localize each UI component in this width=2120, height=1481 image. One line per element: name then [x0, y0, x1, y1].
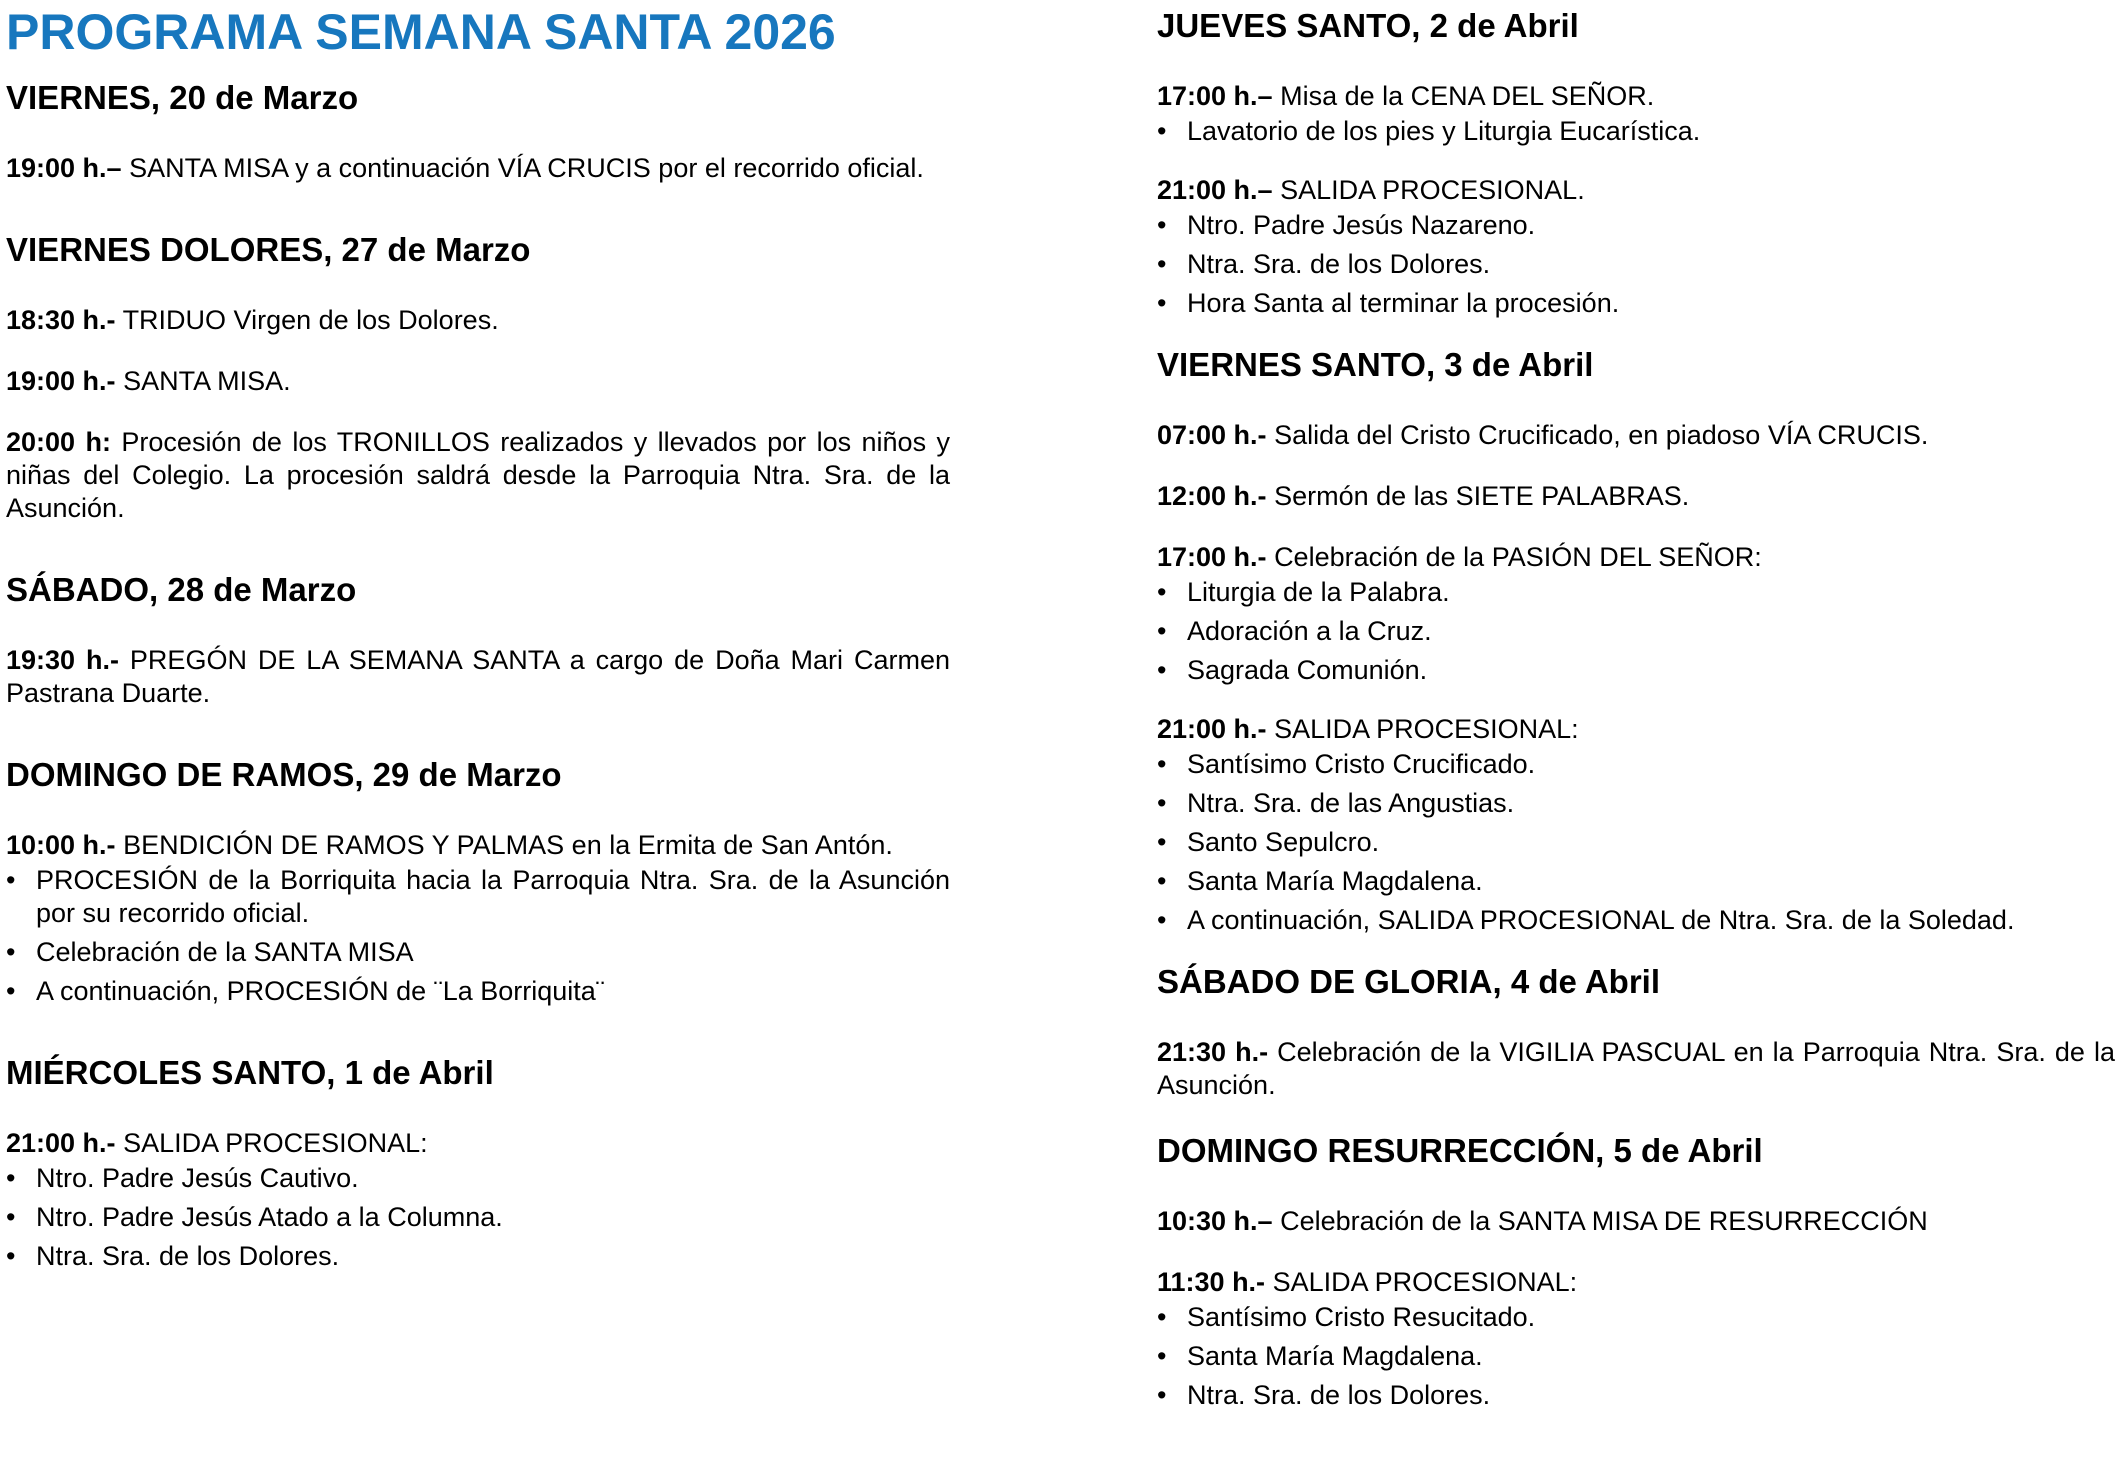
bullet-icon: •: [6, 865, 16, 895]
bullet-item: [1157, 787, 2115, 820]
schedule-entry: [6, 829, 950, 862]
schedule-entry: [6, 152, 950, 185]
bullet-icon: •: [6, 1202, 16, 1232]
entry-time: 21:00 h.-: [6, 1128, 116, 1158]
bullet-item: [1157, 615, 2115, 648]
entry-text: Salida del Cristo Crucificado, en piadoso VÍA CRUCIS.: [1274, 420, 1929, 450]
bullet-item: [1157, 748, 2115, 781]
schedule-entry: [1157, 174, 2115, 207]
entry-text: PREGÓN DE LA SEMANA SANTA a cargo de Doña Mari Carmen Pastrana Duarte.: [6, 645, 951, 708]
schedule-entry: [6, 644, 950, 710]
bullet-icon: •: [1157, 1380, 1167, 1410]
bullet-text: Ntra. Sra. de los Dolores.: [36, 1241, 340, 1271]
bullet-text: Sagrada Comunión.: [1187, 655, 1428, 685]
entry-text: SALIDA PROCESIONAL:: [1272, 1267, 1578, 1297]
bullet-text: Ntro. Padre Jesús Cautivo.: [36, 1163, 359, 1193]
bullet-item: [1157, 1340, 2115, 1373]
entry-text: Procesión de los TRONILLOS realizados y llevados por los niños y niñas del Colegio. La procesión saldrá desde la Parroquia Ntra. Sra. de la Asunción.: [6, 427, 950, 523]
entry-time: 20:00 h:: [6, 427, 111, 457]
schedule-section: [6, 229, 950, 525]
entry-text: SALIDA PROCESIONAL:: [1274, 714, 1579, 744]
schedule-entry: [1157, 1036, 2115, 1102]
entry-time: 17:00 h.-: [1157, 542, 1267, 572]
bullet-item: [1157, 287, 2115, 320]
bullet-icon: •: [6, 976, 16, 1006]
schedule-entry: [6, 304, 950, 337]
schedule-section: [6, 77, 950, 185]
entry-time: 19:00 h.–: [6, 153, 122, 183]
bullet-item: [1157, 248, 2115, 281]
schedule-entry: [1157, 80, 2115, 113]
schedule-section: [6, 754, 950, 1008]
bullet-item: [6, 975, 950, 1008]
bullet-icon: •: [1157, 577, 1167, 607]
bullet-icon: •: [1157, 210, 1167, 240]
entry-text: Sermón de las SIETE PALABRAS.: [1274, 481, 1690, 511]
schedule-section: [1157, 5, 2115, 320]
bullet-icon: •: [1157, 288, 1167, 318]
bullet-icon: •: [1157, 788, 1167, 818]
entry-time: 10:00 h.-: [6, 830, 116, 860]
entry-text: Celebración de la VIGILIA PASCUAL en la Parroquia Ntra. Sra. de la Asunción.: [1157, 1037, 2115, 1100]
section-heading: VIERNES DOLORES, 27 de Marzo: [6, 231, 531, 268]
entry-time: 11:30 h.-: [1157, 1267, 1266, 1297]
entry-text: Celebración de la SANTA MISA DE RESURRECCIÓN: [1280, 1206, 1928, 1236]
entry-text: SALIDA PROCESIONAL.: [1280, 175, 1585, 205]
bullet-item: [1157, 115, 2115, 148]
bullet-item: [6, 864, 950, 930]
bullet-item: [6, 936, 950, 969]
bullet-text: Santísimo Cristo Resucitado.: [1187, 1302, 1536, 1332]
bullet-text: A continuación, SALIDA PROCESIONAL de Ntra. Sra. de la Soledad.: [1187, 905, 2015, 935]
schedule-entry: [1157, 1266, 2115, 1299]
section-heading: DOMINGO DE RAMOS, 29 de Marzo: [6, 756, 562, 793]
bullet-icon: •: [1157, 1341, 1167, 1371]
schedule-section: [6, 1052, 950, 1273]
entry-time: 17:00 h.–: [1157, 81, 1273, 111]
entry-time: 10:30 h.–: [1157, 1206, 1273, 1236]
bullet-text: Santísimo Cristo Crucificado.: [1187, 749, 1536, 779]
entry-text: SANTA MISA.: [123, 366, 291, 396]
entry-text: Misa de la CENA DEL SEÑOR.: [1280, 81, 1655, 111]
section-heading: VIERNES, 20 de Marzo: [6, 79, 359, 116]
entry-time: 12:00 h.-: [1157, 481, 1267, 511]
bullet-item: [6, 1162, 950, 1195]
schedule-entry: [1157, 1205, 2115, 1238]
bullet-icon: •: [1157, 1302, 1167, 1332]
bullet-item: [1157, 654, 2115, 687]
bullet-icon: •: [6, 1241, 16, 1271]
bullet-text: Ntra. Sra. de las Angustias.: [1187, 788, 1515, 818]
bullet-text: Ntro. Padre Jesús Atado a la Columna.: [36, 1202, 503, 1232]
bullet-icon: •: [1157, 616, 1167, 646]
schedule-section: [1157, 1130, 2115, 1412]
bullet-item: [6, 1240, 950, 1273]
section-heading: SÁBADO DE GLORIA, 4 de Abril: [1157, 963, 1660, 1000]
left-column: [6, 5, 950, 1279]
entry-text: SALIDA PROCESIONAL:: [123, 1128, 428, 1158]
entry-time: 21:30 h.-: [1157, 1037, 1269, 1067]
entry-time: 21:00 h.-: [1157, 714, 1267, 744]
schedule-section: [1157, 344, 2115, 937]
bullet-text: Santa María Magdalena.: [1187, 866, 1483, 896]
bullet-icon: •: [1157, 905, 1167, 935]
entry-time: 07:00 h.-: [1157, 420, 1267, 450]
bullet-text: Ntro. Padre Jesús Nazareno.: [1187, 210, 1536, 240]
bullet-icon: •: [1157, 827, 1167, 857]
bullet-item: [1157, 576, 2115, 609]
entry-text: TRIDUO Virgen de los Dolores.: [122, 305, 499, 335]
entry-time: 19:00 h.-: [6, 366, 116, 396]
bullet-text: Ntra. Sra. de los Dolores.: [1187, 249, 1491, 279]
section-heading: SÁBADO, 28 de Marzo: [6, 571, 357, 608]
bullet-item: [1157, 1301, 2115, 1334]
document-title: PROGRAMA SEMANA SANTA 2026: [6, 4, 836, 60]
bullet-icon: •: [1157, 249, 1167, 279]
bullet-text: Hora Santa al terminar la procesión.: [1187, 288, 1620, 318]
bullet-text: Lavatorio de los pies y Liturgia Eucarística.: [1187, 116, 1701, 146]
schedule-section: [1157, 961, 2115, 1102]
entry-time: 19:30 h.-: [6, 645, 119, 675]
section-heading: JUEVES SANTO, 2 de Abril: [1157, 7, 1579, 44]
bullet-text: PROCESIÓN de la Borriquita hacia la Parroquia Ntra. Sra. de la Asunción por su recorrido oficial.: [36, 865, 950, 928]
bullet-text: A continuación, PROCESIÓN de ¨La Borriquita¨: [36, 976, 605, 1006]
bullet-icon: •: [6, 937, 16, 967]
schedule-entry: [6, 426, 950, 525]
entry-time: 21:00 h.–: [1157, 175, 1273, 205]
bullet-icon: •: [1157, 116, 1167, 146]
schedule-entry: [1157, 541, 2115, 574]
bullet-item: [1157, 865, 2115, 898]
left-column-sections: [6, 77, 950, 1273]
schedule-entry: [6, 1127, 950, 1160]
entry-text: SANTA MISA y a continuación VÍA CRUCIS por el recorrido oficial.: [129, 153, 924, 183]
bullet-icon: •: [1157, 655, 1167, 685]
bullet-text: Adoración a la Cruz.: [1187, 616, 1432, 646]
schedule-entry: [1157, 480, 2115, 513]
bullet-text: Liturgia de la Palabra.: [1187, 577, 1450, 607]
entry-text: Celebración de la PASIÓN DEL SEÑOR:: [1274, 542, 1762, 572]
right-column: [1157, 5, 2115, 1418]
bullet-item: [1157, 826, 2115, 859]
section-heading: VIERNES SANTO, 3 de Abril: [1157, 346, 1594, 383]
bullet-text: Santa María Magdalena.: [1187, 1341, 1483, 1371]
bullet-text: Ntra. Sra. de los Dolores.: [1187, 1380, 1491, 1410]
entry-text: BENDICIÓN DE RAMOS Y PALMAS en la Ermita de San Antón.: [123, 830, 893, 860]
schedule-section: [6, 569, 950, 710]
bullet-item: [1157, 904, 2115, 937]
bullet-icon: •: [1157, 866, 1167, 896]
section-heading: DOMINGO RESURRECCIÓN, 5 de Abril: [1157, 1132, 1763, 1169]
schedule-entry: [1157, 419, 2115, 452]
bullet-icon: •: [6, 1163, 16, 1193]
bullet-icon: •: [1157, 749, 1167, 779]
bullet-text: Santo Sepulcro.: [1187, 827, 1380, 857]
entry-time: 18:30 h.-: [6, 305, 116, 335]
bullet-item: [1157, 209, 2115, 242]
section-heading: MIÉRCOLES SANTO, 1 de Abril: [6, 1054, 494, 1091]
schedule-entry: [6, 365, 950, 398]
schedule-entry: [1157, 713, 2115, 746]
bullet-item: [1157, 1379, 2115, 1412]
bullet-text: Celebración de la SANTA MISA: [36, 937, 414, 967]
bullet-item: [6, 1201, 950, 1234]
right-column-sections: [1157, 5, 2115, 1412]
